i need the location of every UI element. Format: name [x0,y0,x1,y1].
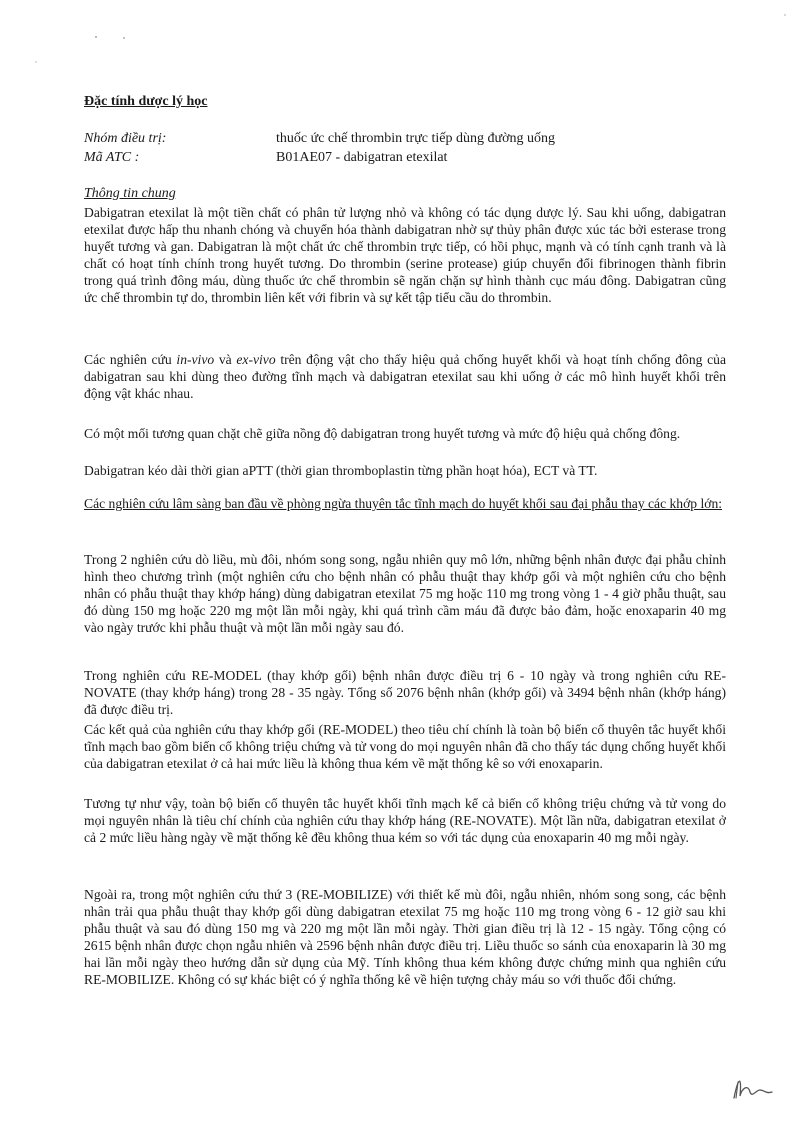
paragraph-re-model-results: Các kết quả của nghiên cứu thay khớp gối (RE-MODEL) theo tiêu chí chính là toàn bộ biến cố thuyên tắc huyết khối tĩnh mạch bao gồm biến cố không triệu chứng và tử vong do mọi nguyên nhân đã cho thấy tác dụng chống huyết khối của dabigatran etexilat ở cả hai mức liều là không thua kém về mặt thống kê so với enoxaparin. [84,722,726,771]
paragraph-correlation: Có một mối tương quan chặt chẽ giữa nồng độ dabigatran trong huyết tương và mức độ hiệu quả chống đông. [84,426,681,441]
scan-specks [0,0,800,80]
paragraph-re-model-re-novate: Trong nghiên cứu RE-MODEL (thay khớp gối) bệnh nhân được điều trị 6 - 10 ngày và trong nghiên cứu RE-NOVATE (thay khớp háng) trong 28 - 35 ngày. Tổng số 2076 bệnh nhân (khớp gối) và 3494 bệnh nhân (khớp háng) đã được điều trị. [84,668,726,717]
paragraph-mechanism: Dabigatran etexilat là một tiền chất có phân tử lượng nhỏ và không có tác dụng dược lý. Sau khi uống, dabigatran etexilat được hấp thu nhanh chóng và chuyển hóa thành dabigatran nhờ sự thủy phân được xúc tác bởi esterase trong huyết tương và gan. Dabigatran là một chất ức chế thrombin trực tiếp, có hồi phục, mạnh và có tính cạnh tranh và là chất có hoạt tính chính trong huyết tương. Do thrombin (serine protease) giúp chuyển đổi fibrinogen thành fibrin trong quá trình đông máu, dùng thuốc ức chế thrombin sẽ ngăn chặn sự hình thành cục máu đông. Dabigatran cũng ức chế thrombin tự do, thrombin liên kết với fibrin và sự kết tập tiểu cầu do thrombin. [84,205,726,305]
paragraph-text: Các nghiên cứu [84,352,177,367]
paragraph-aptt: Dabigatran kéo dài thời gian aPTT (thời gian thromboplastin từng phần hoạt hóa), ECT và TT. [84,463,598,478]
paragraph-dose-finding-studies: Trong 2 nghiên cứu dò liều, mù đôi, nhóm song song, ngẫu nhiên quy mô lớn, những bệnh nhân được đại phẫu chỉnh hình theo chương trình (một nghiên cứu cho bệnh nhân có phẫu thuật thay khớp gối và một nghiên cứu cho bệnh nhân có phẫu thuật thay khớp háng) dùng dabigatran etexilat 75 mg hoặc 110 mg trong vòng 1 - 4 giờ phẫu thuật, sau đó dùng 150 mg hoặc 220 mg một lần mỗi ngày, khi quá trình cầm máu đã được bảo đảm, hoặc enoxaparin 40 mg vào ngày trước khi phẫu thuật và một lần mỗi ngày sau đó. [84,552,726,635]
atc-code-value: B01AE07 - dabigatran etexilat [276,150,448,165]
in-vivo-term: in-vivo [176,352,215,367]
paragraph-in-vivo-studies [84,352,726,403]
atc-code-label: Mã ATC : [84,150,140,165]
section-heading: Đặc tính dược lý học [84,94,208,109]
general-info-heading: Thông tin chung [84,186,176,201]
paragraph-re-novate-results: Tương tự như vậy, toàn bộ biến cố thuyên tắc huyết khối tĩnh mạch kể cả biến cố không triệu chứng và tử vong do mọi nguyên nhân là tiêu chí chính của nghiên cứu thay khớp háng (RE-NOVATE). Một lần nữa, dabigatran etexilat ở cả 2 mức liều hàng ngày về mặt thống kê đều không thua kém so với tác dụng của enoxaparin 40 mg mỗi ngày. [84,796,726,845]
ex-vivo-term: ex-vivo [236,352,276,367]
clinical-studies-heading: Các nghiên cứu lâm sàng ban đầu về phòng ngừa thuyên tắc tĩnh mạch do huyết khối sau đại phẫu thay các khớp lớn: [84,496,723,511]
handwritten-signature-icon [728,1068,778,1108]
paragraph-re-mobilize: Ngoài ra, trong một nghiên cứu thứ 3 (RE-MOBILIZE) với thiết kế mù đôi, ngẫu nhiên, nhóm song song, các bệnh nhân trải qua phẫu thuật thay khớp gối dùng dabigatran etexilat 75 mg hoặc 110 mg trong vòng 6 - 12 giờ sau khi phẫu thuật và sau đó dùng 150 mg và 220 mg một lần mỗi ngày. Thời gian điều trị là 12 - 15 ngày. Tổng cộng có 2615 bệnh nhân được chọn ngẫu nhiên và 2596 bệnh nhân được điều trị. Liều thuốc so sánh của enoxaparin là 30 mg hai lần mỗi ngày theo hướng dẫn sử dụng của Mỹ. Tính không thua kém không được chứng minh qua nghiên cứu RE-MOBILIZE. Không có sự khác biệt có ý nghĩa thống kê về hiện tượng chảy máu so với thuốc đối chứng. [84,887,726,987]
paragraph-text: trên động vật cho thấy hiệu quả chống huyết khối và hoạt tính chống đông của dabigatran sau khi dùng theo đường tĩnh mạch và dabigatran etexilat sau khi uống ở các mô hình huyết khối trên động vật khác nhau. [84,352,726,401]
therapeutic-group-label: Nhóm điều trị: [84,131,167,146]
therapeutic-group-value: thuốc ức chế thrombin trực tiếp dùng đường uống [276,131,556,146]
paragraph-text: và [214,352,237,367]
